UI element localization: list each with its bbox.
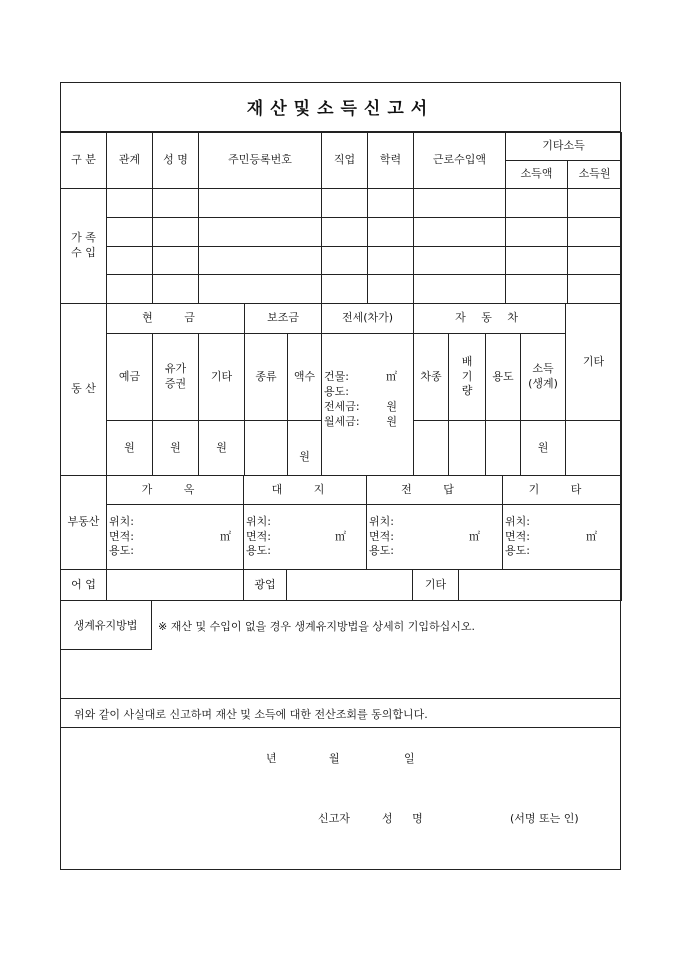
family-cell[interactable] bbox=[414, 218, 506, 247]
category-header: 구 분 bbox=[61, 133, 107, 189]
earned-income-header: 근로수입액 bbox=[414, 133, 506, 189]
family-cell[interactable] bbox=[414, 275, 506, 304]
family-cell[interactable] bbox=[199, 218, 322, 247]
other-work-label: 기타 bbox=[413, 570, 459, 601]
bond-type-value[interactable] bbox=[245, 421, 288, 476]
income-amount-header: 소득액 bbox=[506, 161, 568, 189]
family-cell[interactable] bbox=[322, 218, 368, 247]
movable-table bbox=[60, 303, 622, 476]
occupation-table bbox=[60, 569, 622, 601]
education-header: 학력 bbox=[368, 133, 414, 189]
divider bbox=[60, 698, 621, 699]
movable-other-header: 기타 bbox=[566, 304, 622, 421]
relation-header: 관계 bbox=[107, 133, 153, 189]
realestate-table bbox=[60, 475, 622, 570]
land-header: 대 지 bbox=[244, 476, 367, 505]
family-cell[interactable] bbox=[107, 218, 153, 247]
bond-face-header: 액수 bbox=[288, 334, 322, 421]
other-work-value[interactable] bbox=[459, 570, 622, 601]
land-details[interactable]: 위치: 면적: ㎡ 용도: bbox=[244, 505, 367, 570]
reporter-label: 신고자 bbox=[318, 812, 350, 825]
securities-header: 유가 증권 bbox=[153, 334, 199, 421]
car-cc-header: 배 기 량 bbox=[449, 334, 486, 421]
family-cell[interactable] bbox=[414, 247, 506, 275]
divider bbox=[60, 727, 621, 728]
family-cell[interactable] bbox=[568, 189, 622, 218]
bond-face-amount[interactable]: 원 bbox=[288, 421, 322, 476]
family-cell[interactable] bbox=[368, 218, 414, 247]
cash-header: 현 금 bbox=[107, 304, 245, 334]
family-cell[interactable] bbox=[153, 275, 199, 304]
name-header: 성 명 bbox=[153, 133, 199, 189]
family-cell[interactable] bbox=[199, 247, 322, 275]
lease-details[interactable] bbox=[322, 334, 414, 476]
field-header: 전 답 bbox=[367, 476, 503, 505]
realestate-label: 부동산 bbox=[61, 476, 107, 570]
family-cell[interactable] bbox=[414, 189, 506, 218]
house-details[interactable]: 위치: 면적: ㎡ 용도: bbox=[107, 505, 244, 570]
family-cell[interactable] bbox=[568, 218, 622, 247]
date-year-label: 년 bbox=[266, 752, 277, 765]
mining-label: 광업 bbox=[244, 570, 287, 601]
house-header: 가 옥 bbox=[107, 476, 244, 505]
lease-monthly-line: 월세금: 원 bbox=[324, 414, 398, 428]
realestate-other-details[interactable]: 위치: 면적: ㎡ 용도: bbox=[503, 505, 622, 570]
family-cell[interactable] bbox=[322, 247, 368, 275]
job-header: 직업 bbox=[322, 133, 368, 189]
car-type-header: 차종 bbox=[414, 334, 449, 421]
bond-header: 보조금 bbox=[245, 304, 322, 334]
family-cell[interactable] bbox=[506, 275, 568, 304]
car-type-value[interactable] bbox=[414, 421, 449, 476]
other-income-header: 기타소득 bbox=[506, 133, 622, 161]
family-cell[interactable] bbox=[506, 247, 568, 275]
date-day-label: 일 bbox=[404, 752, 415, 765]
cash-other-header: 기타 bbox=[199, 334, 245, 421]
securities-amount[interactable]: 원 bbox=[153, 421, 199, 476]
living-method-label: 생계유지방법 bbox=[60, 600, 152, 650]
realestate-other-header: 기 타 bbox=[503, 476, 622, 505]
resident-no-header: 주민등록번호 bbox=[199, 133, 322, 189]
family-cell[interactable] bbox=[107, 189, 153, 218]
movable-other-value[interactable] bbox=[566, 421, 622, 476]
lease-use-line: 용도: bbox=[324, 384, 349, 398]
lease-deposit-line: 전세금: 원 bbox=[324, 399, 398, 413]
family-table bbox=[60, 132, 622, 304]
family-cell[interactable] bbox=[153, 218, 199, 247]
family-cell[interactable] bbox=[199, 189, 322, 218]
fishery-value[interactable] bbox=[107, 570, 244, 601]
family-cell[interactable] bbox=[153, 247, 199, 275]
family-cell[interactable] bbox=[322, 189, 368, 218]
income-source-header: 소득원 bbox=[568, 161, 622, 189]
family-cell[interactable] bbox=[199, 275, 322, 304]
family-cell[interactable] bbox=[368, 189, 414, 218]
cash-other-amount[interactable]: 원 bbox=[199, 421, 245, 476]
family-cell[interactable] bbox=[322, 275, 368, 304]
mining-value[interactable] bbox=[287, 570, 413, 601]
lease-header: 전세(차가) bbox=[322, 304, 414, 334]
family-cell[interactable] bbox=[107, 275, 153, 304]
fishery-label: 어 업 bbox=[61, 570, 107, 601]
deposit-header: 예금 bbox=[107, 334, 153, 421]
car-cc-value[interactable] bbox=[449, 421, 486, 476]
car-income-amount[interactable]: 원 bbox=[521, 421, 566, 476]
family-cell[interactable] bbox=[107, 247, 153, 275]
bond-type-header: 종류 bbox=[245, 334, 288, 421]
consent-text: 위와 같이 사실대로 신고하며 재산 및 소득에 대한 전산조회를 동의합니다. bbox=[74, 708, 428, 721]
family-cell[interactable] bbox=[368, 247, 414, 275]
signature-note: (서명 또는 인) bbox=[510, 812, 579, 825]
family-cell[interactable] bbox=[506, 218, 568, 247]
car-income-header: 소득 (생계) bbox=[521, 334, 566, 421]
date-month-label: 월 bbox=[329, 752, 340, 765]
living-method-note: ※ 재산 및 수입이 없을 경우 생계유지방법을 상세히 기입하십시오. bbox=[158, 620, 475, 633]
family-income-label: 가 족 수 입 bbox=[61, 189, 107, 304]
family-cell[interactable] bbox=[153, 189, 199, 218]
reporter-name-label: 성 명 bbox=[382, 812, 431, 825]
family-cell[interactable] bbox=[568, 275, 622, 304]
lease-building-line: 건물: ㎡ bbox=[324, 370, 398, 383]
car-use-value[interactable] bbox=[486, 421, 521, 476]
family-cell[interactable] bbox=[568, 247, 622, 275]
field-details[interactable]: 위치: 면적: ㎡ 용도: bbox=[367, 505, 503, 570]
car-header: 자 동 차 bbox=[414, 304, 566, 334]
form-title: 재산및소득신고서 bbox=[60, 82, 621, 132]
family-cell[interactable] bbox=[506, 189, 568, 218]
movable-label: 동 산 bbox=[61, 304, 107, 476]
car-use-header: 용도 bbox=[486, 334, 521, 421]
family-cell[interactable] bbox=[368, 275, 414, 304]
deposit-amount[interactable]: 원 bbox=[107, 421, 153, 476]
